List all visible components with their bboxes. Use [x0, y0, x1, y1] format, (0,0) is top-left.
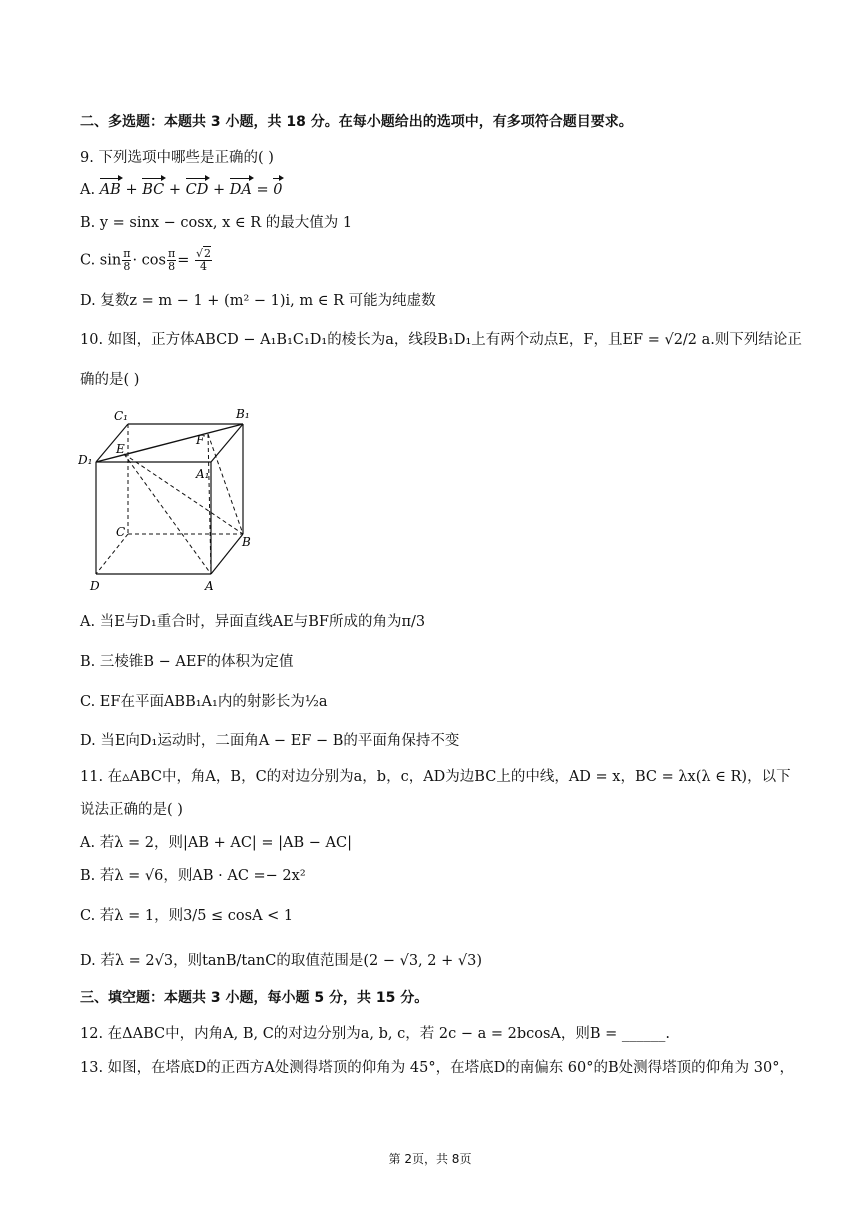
segment-e-b	[124, 454, 243, 534]
q10-stem-line1: 10. 如图，正方体ABCD − A₁B₁C₁D₁的棱长为a，线段B₁D₁上有两个动点E，F，且EF = √2/2 a.则下列结论正	[80, 332, 802, 348]
q9-option-c: C. sin $\frac{\pi}{8}$ · cos $\frac{\pi}{8}$ = $\frac{√2}{4}$	[80, 247, 211, 273]
edge-c-d	[96, 534, 128, 574]
q9-stem: 9. 下列选项中哪些是正确的( )	[80, 150, 274, 166]
page-footer: 第 2页，共 8页	[388, 1152, 472, 1166]
label-c1: C₁	[114, 409, 128, 423]
label-e: E	[116, 442, 125, 456]
label-f: F	[196, 433, 205, 447]
edge-b-a	[211, 534, 243, 574]
q11-option-c: C. 若λ = 1，则3/5 ≤ cosA < 1	[80, 908, 294, 924]
section-3-heading: 三、填空题：本题共 3 小题，每小题 5 分，共 15 分。	[80, 990, 429, 1006]
segment-f-b	[208, 434, 243, 534]
q11-option-d: D. 若λ = 2√3，则tanB/tanC的取值范围是(2 − √3, 2 + √3)	[80, 953, 482, 969]
label-a: A	[205, 579, 214, 593]
q11-stem-line2: 说法正确的是( )	[80, 802, 183, 818]
q10-option-b: B. 三棱锥B − AEF的体积为定值	[80, 654, 294, 670]
q10-option-a: A. 当E与D₁重合时，异面直线AE与BF所成的角为π/3	[80, 614, 426, 630]
label-c: C	[116, 525, 126, 539]
q13-text: 13. 如图，在塔底D的正西方A处测得塔顶的仰角为 45°，在塔底D的南偏东 60°的B处测得塔顶的仰角为 30°，	[80, 1060, 794, 1076]
q11-stem-line1: 11. 在▵ABC中，角A，B，C的对边分别为a，b，c，AD为边BC上的中线，AD = x，BC = λx(λ ∈ R)，以下	[80, 769, 791, 785]
section-2-heading: 二、多选题：本题共 3 小题，共 18 分。在每小题给出的选项中，有多项符合题目要求。	[80, 114, 633, 130]
q12-text: 12. 在ΔABC中，内角A, B, C的对边分别为a, b, c，若 2c − a = 2bcosA，则B = ______.	[80, 1026, 671, 1042]
q9-option-d: D. 复数z = m − 1 + (m² − 1)i, m ∈ R 可能为纯虚数	[80, 293, 436, 309]
q10-stem-line2: 确的是( )	[80, 372, 140, 388]
label-a1: A₁	[196, 467, 210, 481]
label-d1: D₁	[78, 453, 93, 467]
q9-option-b: B. y = sinx − cosx, x ∈ R 的最大值为 1	[80, 215, 353, 231]
q11-option-b: B. 若λ = √6，则AB · AC =− 2x²	[80, 868, 306, 884]
q9-option-a: A. AB + BC + CD + DA = 0	[80, 182, 283, 198]
label-b: B	[242, 535, 251, 549]
q10-option-c: C. EF在平面ABB₁A₁内的射影长为½a	[80, 694, 328, 710]
cube-figure	[78, 402, 268, 597]
label-d: D	[90, 579, 100, 593]
label-b1: B₁	[236, 407, 250, 421]
q11-option-a: A. 若λ = 2，则|AB + AC| = |AB − AC|	[80, 835, 353, 851]
q10-option-d: D. 当E向D₁运动时，二面角A − EF − B的平面角保持不变	[80, 733, 460, 749]
